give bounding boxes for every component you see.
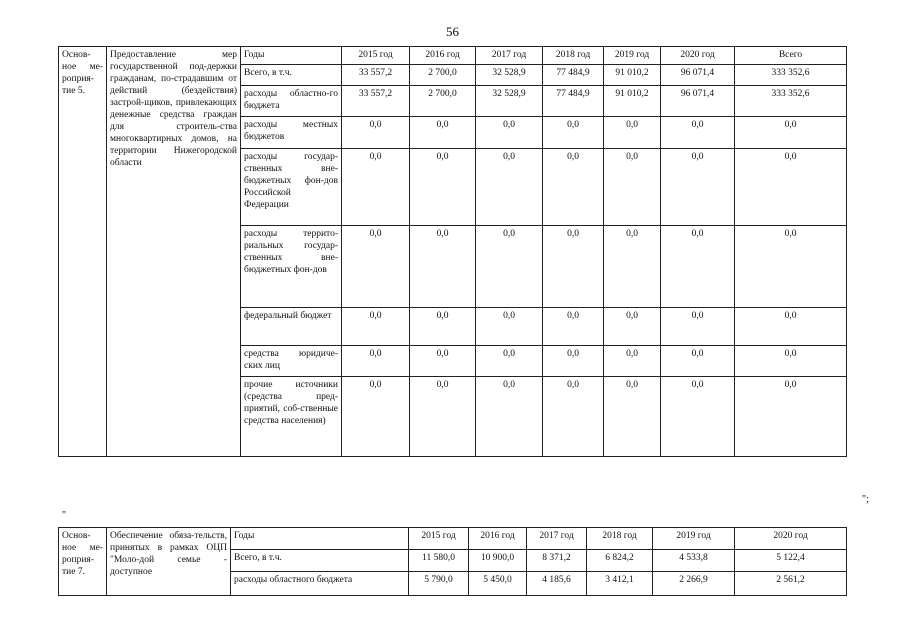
value-cell: 0,0 — [410, 149, 476, 226]
value-cell: 2 561,2 — [735, 572, 847, 596]
value-cell: 77 484,9 — [543, 65, 604, 86]
value-cell: 4 533,8 — [653, 550, 735, 572]
value-cell: 33 557,2 — [342, 65, 410, 86]
value-cell: 0,0 — [543, 308, 604, 346]
value-cell: 0,0 — [661, 149, 735, 226]
value-cell: 0,0 — [476, 377, 543, 457]
page-number: 56 — [446, 24, 459, 39]
row-label: прочие источники (средства пред-приятий, соб-ственные средства населения) — [241, 377, 342, 457]
value-cell: 0,0 — [604, 377, 661, 457]
value-cell: 5 450,0 — [469, 572, 527, 596]
measure-number: Основ-ное ме-роприя-тие 7. — [59, 528, 107, 596]
value-cell: 0,0 — [661, 117, 735, 149]
value-cell: 4 185,6 — [527, 572, 587, 596]
value-cell: 0,0 — [604, 308, 661, 346]
value-cell: 0,0 — [543, 117, 604, 149]
funding-table-measure-7 — [58, 527, 847, 596]
value-cell: 5 790,0 — [409, 572, 469, 596]
column-header: 2020 год — [661, 47, 735, 65]
value-cell: 96 071,4 — [661, 65, 735, 86]
row-label: Всего, в т.ч. — [231, 550, 409, 572]
value-cell: 0,0 — [543, 377, 604, 457]
row-label: расходы государ-ственных вне-бюджетных фон-дов Российской Федерации — [241, 149, 342, 226]
value-cell: 0,0 — [661, 377, 735, 457]
row-label: расходы террито-риальных государ-ственных вне-бюджетных фон-дов — [241, 226, 342, 308]
value-cell: 0,0 — [342, 377, 410, 457]
value-cell: 0,0 — [661, 226, 735, 308]
value-cell: 91 010,2 — [604, 86, 661, 117]
value-cell: 77 484,9 — [543, 86, 604, 117]
value-cell: 33 557,2 — [342, 86, 410, 117]
column-header: 2020 год — [735, 528, 847, 550]
row-label: Всего, в т.ч. — [241, 65, 342, 86]
value-cell: 8 371,2 — [527, 550, 587, 572]
column-header: Годы — [231, 528, 409, 550]
measure-description: Обеспечение обяза-тельств, принятых в рамках ОЦП "Моло-дой семье - доступное — [107, 528, 231, 596]
closing-quote: "; — [862, 494, 869, 505]
value-cell: 0,0 — [543, 226, 604, 308]
column-header: 2017 год — [476, 47, 543, 65]
value-cell: 0,0 — [342, 149, 410, 226]
value-cell: 0,0 — [661, 308, 735, 346]
value-cell: 5 122,4 — [735, 550, 847, 572]
value-cell: 0,0 — [543, 346, 604, 377]
measure-description: Предоставление мер государственной под-держки гражданам, по-страдавшим от действий (бездействия) застрой-щиков, привлекающих денежные средства граждан для строитель-ства многоквартирных домов, на территории Нижегородской области — [107, 47, 241, 457]
value-cell: 0,0 — [604, 149, 661, 226]
value-cell: 11 580,0 — [409, 550, 469, 572]
value-cell: 0,0 — [476, 149, 543, 226]
value-cell: 0,0 — [735, 226, 847, 308]
row-label: расходы областно-го бюджета — [241, 86, 342, 117]
value-cell: 0,0 — [410, 117, 476, 149]
value-cell: 0,0 — [410, 308, 476, 346]
header-row — [59, 528, 847, 550]
value-cell: 0,0 — [410, 226, 476, 308]
column-header: 2015 год — [409, 528, 469, 550]
column-header: 2019 год — [653, 528, 735, 550]
column-header: 2018 год — [587, 528, 653, 550]
measure-number: Основ-ное ме-роприя-тие 5. — [59, 47, 107, 457]
value-cell: 0,0 — [342, 117, 410, 149]
column-header: 2015 год — [342, 47, 410, 65]
column-header: 2019 год — [604, 47, 661, 65]
value-cell: 2 700,0 — [410, 86, 476, 117]
value-cell: 0,0 — [476, 117, 543, 149]
value-cell: 2 266,9 — [653, 572, 735, 596]
value-cell: 333 352,6 — [735, 65, 847, 86]
value-cell: 0,0 — [476, 308, 543, 346]
value-cell: 0,0 — [735, 117, 847, 149]
opening-quote: " — [62, 510, 67, 521]
value-cell: 0,0 — [735, 377, 847, 457]
value-cell: 0,0 — [661, 346, 735, 377]
value-cell: 0,0 — [735, 149, 847, 226]
value-cell: 0,0 — [476, 346, 543, 377]
row-label: расходы местных бюджетов — [241, 117, 342, 149]
value-cell: 10 900,0 — [469, 550, 527, 572]
column-header: 2018 год — [543, 47, 604, 65]
row-label: расходы областного бюджета — [231, 572, 409, 596]
value-cell: 96 071,4 — [661, 86, 735, 117]
value-cell: 0,0 — [735, 346, 847, 377]
column-header: Всего — [735, 47, 847, 65]
column-header: 2016 год — [410, 47, 476, 65]
value-cell: 91 010,2 — [604, 65, 661, 86]
value-cell: 2 700,0 — [410, 65, 476, 86]
value-cell: 0,0 — [342, 308, 410, 346]
value-cell: 0,0 — [342, 346, 410, 377]
value-cell: 0,0 — [735, 308, 847, 346]
value-cell: 0,0 — [543, 149, 604, 226]
value-cell: 32 528,9 — [476, 86, 543, 117]
funding-table-measure-5 — [58, 46, 847, 457]
value-cell: 3 412,1 — [587, 572, 653, 596]
value-cell: 32 528,9 — [476, 65, 543, 86]
column-header: 2017 год — [527, 528, 587, 550]
value-cell: 0,0 — [476, 226, 543, 308]
value-cell: 0,0 — [410, 346, 476, 377]
value-cell: 0,0 — [410, 377, 476, 457]
value-cell: 6 824,2 — [587, 550, 653, 572]
column-header: 2016 год — [469, 528, 527, 550]
header-row — [59, 47, 847, 65]
value-cell: 0,0 — [342, 226, 410, 308]
value-cell: 333 352,6 — [735, 86, 847, 117]
column-header: Годы — [241, 47, 342, 65]
row-label: федеральный бюджет — [241, 308, 342, 346]
value-cell: 0,0 — [604, 346, 661, 377]
row-label: средства юридиче-ских лиц — [241, 346, 342, 377]
value-cell: 0,0 — [604, 226, 661, 308]
value-cell: 0,0 — [604, 117, 661, 149]
